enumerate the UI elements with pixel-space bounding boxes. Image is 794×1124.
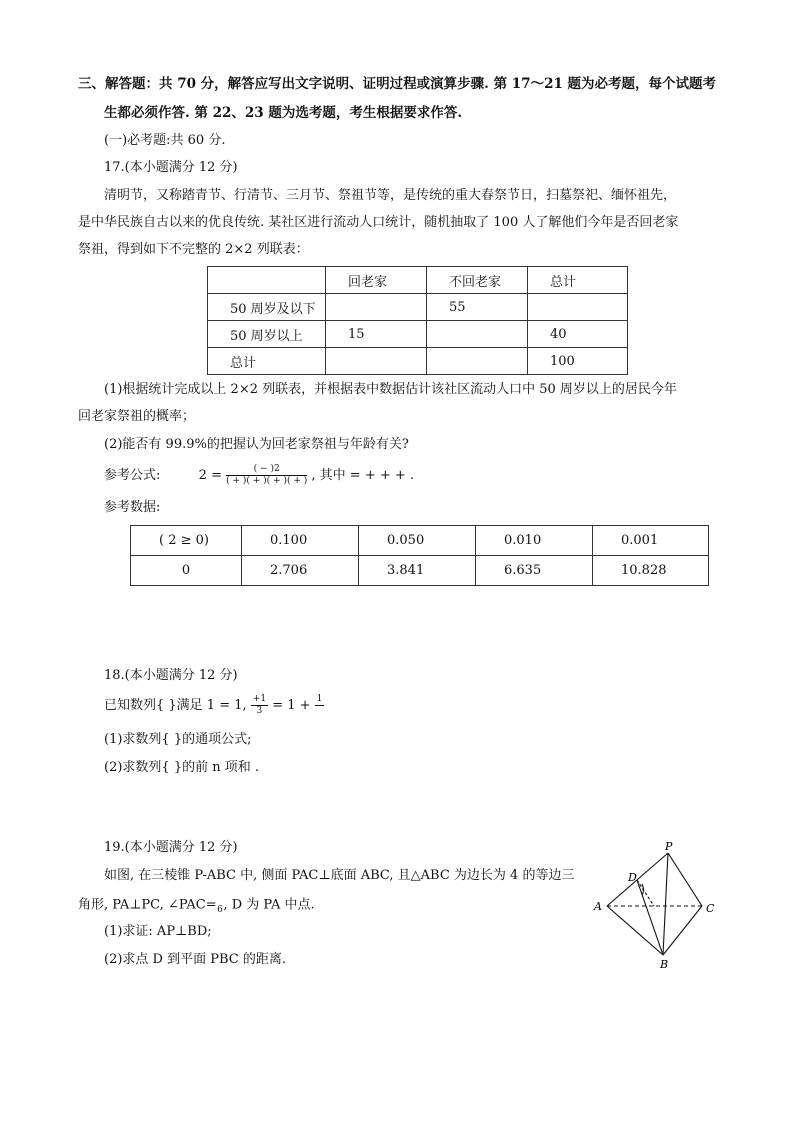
q17-paragraph-3: 祭祖，得到如下不完整的 2×2 列联表： <box>78 242 309 257</box>
table-cell: 100 <box>528 348 628 375</box>
q19-p2-text: 角形, PA⊥PC, ∠PAC= <box>78 897 217 913</box>
q18-tail-fraction <box>315 694 325 717</box>
data-label: 参考数据: <box>104 500 161 515</box>
section-heading-line2: 生都必须作答. 第 22、23 题为选考题，考生根据要求作答. <box>104 105 463 121</box>
table-cell: 0.050 <box>359 526 476 556</box>
table-cell: 0.100 <box>242 526 359 556</box>
table-row <box>131 556 709 586</box>
q18-stem-text: 已知数列{ }满足 1 = 1, <box>104 698 247 713</box>
pyramid-figure <box>590 840 750 975</box>
table-cell: 0 <box>131 556 242 586</box>
formula-fraction <box>226 464 307 487</box>
table-row <box>208 348 628 375</box>
table-cell: 15 <box>326 321 427 348</box>
q17-paragraph-1: 清明节，又称踏青节、行清节、三月节、祭祖节等，是传统的重大春祭节日，扫墓祭祀、缅怀祖先， <box>104 188 677 203</box>
q19-header: 19.(本小题满分 12 分) <box>104 840 238 855</box>
formula-line <box>104 464 414 487</box>
table-row <box>208 294 628 321</box>
formula-label: 参考公式: <box>104 468 161 483</box>
table-row <box>208 267 628 294</box>
q18-header: 18.(本小题满分 12 分) <box>104 668 238 683</box>
table-cell <box>326 294 427 321</box>
table-cell <box>326 348 427 375</box>
table-cell: 0.001 <box>593 526 709 556</box>
formula-eq: 2 = <box>198 468 222 483</box>
formula-numerator: ( − )2 <box>226 464 307 476</box>
table-cell: 10.828 <box>593 556 709 586</box>
table-cell: 回老家 <box>326 267 427 294</box>
table-cell <box>427 348 528 375</box>
table-cell: 40 <box>528 321 628 348</box>
q18-fraction <box>251 694 268 717</box>
table-cell <box>208 267 326 294</box>
label-B: B <box>660 958 669 971</box>
q17-paragraph-2: 是中华民族自古以来的优良传统. 某社区进行流动人口统计，随机抽取了 100 人了解他们今年是否回老家 <box>78 215 679 230</box>
required-label: (一)必考题:共 60 分. <box>104 133 226 148</box>
contingency-table <box>207 266 628 375</box>
q19-sub2: (2)求点 D 到平面 PBC 的距离. <box>104 952 286 967</box>
q18-sub2: (2)求数列{ }的前 n 项和 . <box>104 760 259 775</box>
q17-header: 17.(本小题满分 12 分) <box>104 160 238 175</box>
label-P: P <box>665 840 673 853</box>
formula-denominator: ( + )( + )( + )( + ) <box>226 476 308 486</box>
formula-tail: , 其中 = + + + . <box>311 468 415 483</box>
table-cell: 55 <box>427 294 528 321</box>
table-cell: 总计 <box>208 348 326 375</box>
q17-sub1-line1: (1)根据统计完成以上 2×2 列联表，并根据表中数据估计该社区流动人口中 50 周岁以上的居民今年 <box>104 382 677 397</box>
table-cell <box>528 294 628 321</box>
table-cell: 50 周岁及以下 <box>208 294 326 321</box>
q19-sub1: (1)求证: AP⊥BD; <box>104 924 212 939</box>
q18-tail-frac-num: 1 <box>316 694 323 704</box>
q18-fraction-den: 3 <box>256 706 263 716</box>
table-cell: ( 2 ≥ 0) <box>131 526 242 556</box>
q19-angle-den: 6 <box>217 905 223 915</box>
reference-table <box>130 525 709 586</box>
q18-stem <box>104 694 324 717</box>
q17-sub1-line2: 回老家祭祖的概率； <box>78 409 196 424</box>
section-heading-line1: 三、解答题：共 70 分，解答应写出文字说明、证明过程或演算步骤. 第 17～21 题为必考题，每个试题考 <box>78 76 717 92</box>
table-row <box>208 321 628 348</box>
table-cell: 50 周岁以上 <box>208 321 326 348</box>
table-cell: 总计 <box>528 267 628 294</box>
label-A: A <box>594 900 602 913</box>
q18-tail-frac-den <box>315 706 325 717</box>
q18-sub1: (1)求数列{ }的通项公式; <box>104 732 252 747</box>
q19-p2-tail: , D 为 PA 中点. <box>223 897 315 913</box>
q19-paragraph-2 <box>78 894 315 916</box>
table-cell: 2.706 <box>242 556 359 586</box>
q19-paragraph-1: 如图, 在三棱锥 P-ABC 中, 侧面 PAC⊥底面 ABC, 且△ABC 为边长为 4 的等边三 <box>104 868 575 883</box>
q17-sub2: (2)能否有 99.9%的把握认为回老家祭祖与年龄有关? <box>104 437 409 452</box>
q18-stem-tail: = 1 + <box>272 698 311 713</box>
table-cell: 3.841 <box>359 556 476 586</box>
table-row <box>131 526 709 556</box>
label-D: D <box>628 871 637 884</box>
table-cell <box>427 321 528 348</box>
table-cell: 0.010 <box>476 526 593 556</box>
q18-fraction-num: +1 <box>252 694 267 704</box>
table-cell: 6.635 <box>476 556 593 586</box>
label-C: C <box>706 902 715 915</box>
table-cell: 不回老家 <box>427 267 528 294</box>
